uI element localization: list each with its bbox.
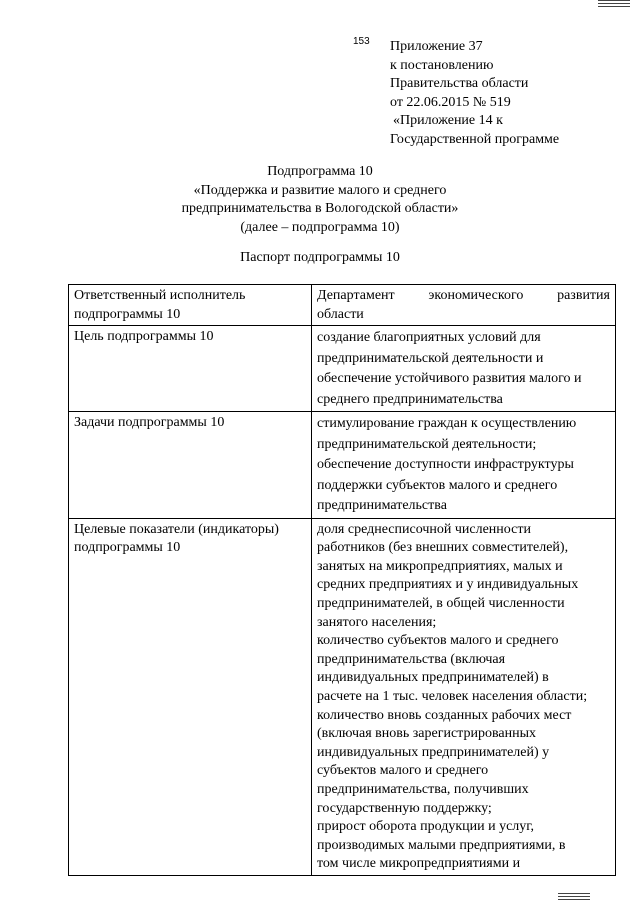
table-row [69, 326, 616, 412]
page-number: 153 [353, 36, 370, 47]
row-value: обеспечение доступности инфраструктуры [317, 457, 574, 473]
title-line: Подпрограмма 10 [267, 164, 373, 179]
row-label: Цель подпрограммы 10 [74, 329, 214, 345]
row-value-cell [312, 518, 616, 875]
row-label: Целевые показатели (индикаторы) [74, 521, 279, 537]
row-value: стимулирование граждан к осуществлению [317, 416, 577, 432]
row-value: доля среднесписочной численности [317, 521, 531, 537]
row-value: создание благоприятных условий для [317, 330, 541, 346]
row-value: предпринимателей, в общей численности [317, 596, 565, 612]
row-value: области [317, 306, 364, 322]
scan-mark-bottom [558, 893, 590, 901]
row-value: работников (без внешних совместителей), [317, 540, 569, 556]
row-label-cell [69, 326, 312, 412]
row-value: предпринимательства, получивших [317, 782, 529, 797]
row-value: индивидуальных предпринимателей) в [317, 670, 549, 686]
table-row [69, 285, 616, 326]
row-value: средних предприятиях и у индивидуальных [317, 577, 579, 593]
appendix-line: «Приложение 14 к [393, 113, 503, 129]
row-value: количество субъектов малого и среднего [317, 633, 559, 649]
row-value: среднего предпринимательства [317, 391, 503, 407]
title-line: предпринимательства в Вологодской области» [181, 201, 459, 217]
row-value: производимых малыми предприятиями, в [317, 837, 566, 853]
row-value: занятых на микропредприятиях, малых и [317, 558, 563, 574]
appendix-line: от 22.06.2015 № 519 [390, 94, 511, 110]
row-value: обеспечение устойчивого развития малого и [317, 371, 582, 387]
row-value: субъектов малого и среднего [317, 763, 489, 779]
row-value: том числе микропредприятиями и [317, 856, 521, 872]
title-line: «Поддержка и развитие малого и среднего [193, 182, 447, 198]
appendix-line: Государственной программе [390, 131, 560, 147]
row-value: индивидуальных предпринимателей) у [317, 744, 550, 760]
row-value: предпринимательской деятельности; [317, 436, 537, 452]
row-value: прирост оборота продукции и услуг, [317, 819, 534, 835]
row-value-cell [312, 412, 616, 519]
row-value: предпринимательской деятельности и [317, 350, 544, 366]
row-value: количество вновь созданных рабочих мест [317, 707, 572, 723]
scan-mark-top [598, 0, 630, 8]
appendix-line: к постановлению [390, 57, 494, 73]
row-label-cell [69, 518, 312, 875]
row-value: поддержки субъектов малого и среднего [317, 477, 558, 493]
row-label: Ответственный исполнитель [74, 288, 246, 303]
row-label: Задачи подпрограммы 10 [74, 415, 225, 431]
row-value-cell [312, 326, 616, 412]
table-row [69, 412, 616, 519]
row-value: предпринимательства [317, 498, 447, 514]
row-value: государственную поддержку; [317, 800, 492, 816]
passport-table [68, 284, 616, 876]
row-label-cell [69, 285, 312, 326]
title-line: (далее – подпрограмма 10) [240, 219, 400, 235]
row-value: занятого населения; [317, 614, 437, 630]
row-label: подпрограммы 10 [74, 540, 181, 556]
row-value: Департамент экономического развития [317, 288, 610, 303]
row-label: подпрограммы 10 [74, 306, 181, 322]
row-label-cell [69, 412, 312, 519]
appendix-block [390, 38, 559, 150]
row-value: (включая вновь зарегистрированных [317, 726, 536, 742]
table-row [69, 518, 616, 875]
passport-heading: Паспорт подпрограммы 10 [240, 250, 400, 265]
subprogram-title [0, 163, 640, 237]
appendix-line: Приложение 37 [390, 39, 483, 54]
row-value: предпринимательства (включая [317, 651, 506, 667]
appendix-line: Правительства области [390, 76, 529, 92]
row-value: расчете на 1 тыс. человек населения области; [317, 689, 588, 705]
row-value-cell [312, 285, 616, 326]
